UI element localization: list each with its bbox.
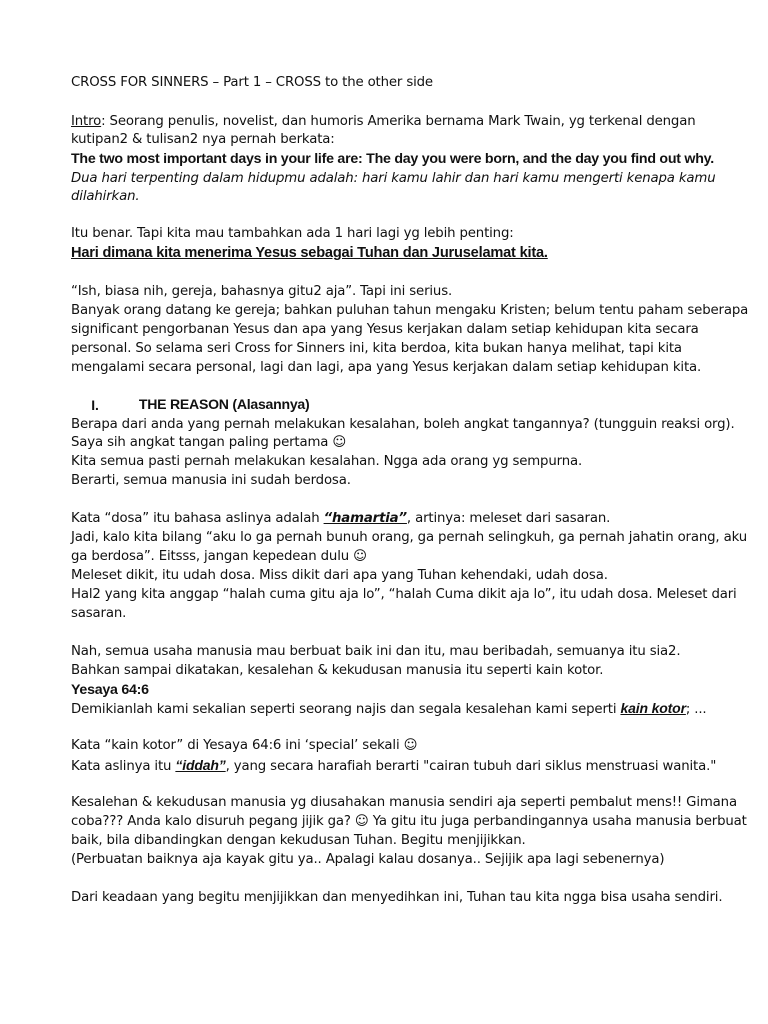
scripture-quote-end: ; ... [685,702,707,717]
paragraph-5-line-1 [71,510,610,528]
paragraph-3-line-2: Banyak orang datang ke gereja; bahkan puluhan tahun mengaku Kristen; belum tentu paham seberapa [71,303,749,318]
keyword-hamartia: “hamartia” [323,511,407,526]
paragraph-8-line-3: baik, bila dibandingkan dengan kekudusan Tuhan. Begitu menjijikkan. [71,833,526,848]
paragraph-4-line-3: Kita semua pasti pernah melakukan kesalahan. Ngga ada orang yg sempurna. [71,454,583,469]
section-numeral: I. [91,397,99,413]
paragraph-7-line-2-start: Kata aslinya itu [71,759,176,774]
paragraph-6-line-2: Bahkan sampai dikatakan, kesalehan & kekudusan manusia itu seperti kain kotor. [71,663,604,678]
paragraph-2-line-1: Itu benar. Tapi kita mau tambahkan ada 1 hari lagi yg lebih penting: [71,226,514,241]
intro-line-1-text: : Seorang penulis, novelist, dan humoris Amerika bernama Mark Twain, yg terkenal dengan [101,114,696,129]
scripture-reference: Yesaya 64:6 [71,682,149,698]
scripture-quote [71,699,707,719]
quote-indonesian-2: dilahirkan. [71,189,140,204]
paragraph-8-line-4: (Perbuatan baiknya aja kayak gitu ya.. Apalagi kalau dosanya.. Sejijik apa lagi sebenernya) [71,852,665,867]
document-title: CROSS FOR SINNERS – Part 1 – CROSS to the other side [71,75,433,90]
section-title: THE REASON (Alasannya) [138,397,310,413]
key-statement-heading: Hari dimana kita menerima Yesus sebagai Tuhan dan Juruselamat kita. [71,245,548,261]
paragraph-3-line-5: mengalami secara personal, lagi dan lagi, apa yang Yesus kerjakan dalam setiap kehidupan kita. [71,360,702,375]
paragraph-5-line-1-start: Kata “dosa” itu bahasa aslinya adalah [71,511,324,526]
paragraph-7-line-2-end: , yang secara harafiah berarti "cairan tubuh dari siklus menstruasi wanita." [225,759,717,774]
paragraph-4-line-2: Saya sih angkat tangan paling pertama ☺ [71,435,347,450]
paragraph-3-line-1: “Ish, biasa nih, gereja, bahasnya gitu2 aja”. Tapi ini serius. [71,284,453,299]
intro-line-1 [71,113,695,131]
paragraph-5-line-1-end: , artinya: meleset dari sasaran. [406,511,611,526]
paragraph-5-line-5: Hal2 yang kita anggap “halah cuma gitu aja lo”, “halah Cuma dikit aja lo”, itu udah dosa. Meleset dari [71,587,737,602]
paragraph-8-line-1: Kesalehan & kekudusan manusia yg diusahakan manusia sendiri aja seperti pembalut mens!! Gimana [71,795,737,810]
paragraph-5-line-6: sasaran. [71,606,127,621]
keyword-kain-kotor: kain kotor [620,700,686,716]
paragraph-3-line-3: significant pengorbanan Yesus dan apa yang Yesus kerjakan dalam setiap kehidupan kita secara [71,322,699,337]
paragraph-7-line-1: Kata “kain kotor” di Yesaya 64:6 ini ‘special’ sekali ☺ [71,738,418,753]
paragraph-7-line-2 [71,756,716,776]
paragraph-5-line-2: Jadi, kalo kita bilang “aku lo ga pernah bunuh orang, ga pernah selingkuh, ga pernah jahatin orang, aku [71,530,748,545]
quote-english: The two most important days in your life are: The day you were born, and the day you find out why. [71,151,714,167]
paragraph-4-line-1: Berapa dari anda yang pernah melakukan kesalahan, boleh angkat tangannya? (tungguin reaksi org). [71,417,735,432]
paragraph-5-line-3: ga berdosa”. Eitsss, jangan kepedean dulu ☺ [71,549,367,564]
quote-indonesian-1: Dua hari terpenting dalam hidupmu adalah: hari kamu lahir dan hari kamu mengerti kenapa kamu [71,171,716,186]
paragraph-8-line-2: coba??? Anda kalo disuruh pegang jijik ga? ☺ Ya gitu itu juga perbandingannya usaha manusia berbuat [71,814,747,829]
paragraph-6-line-1: Nah, semua usaha manusia mau berbuat baik ini dan itu, mau beribadah, semuanya itu sia2. [71,644,681,659]
paragraph-5-line-4: Meleset dikit, itu udah dosa. Miss dikit dari apa yang Tuhan kehendaki, udah dosa. [71,568,608,583]
keyword-iddah: “iddah” [175,757,226,773]
paragraph-9-line-1: Dari keadaan yang begitu menjijikkan dan menyedihkan ini, Tuhan tau kita ngga bisa usaha sendiri. [71,890,723,905]
intro-label: Intro [71,114,102,129]
scripture-quote-start: Demikianlah kami sekalian seperti seorang najis dan segala kesalehan kami seperti [71,702,621,717]
intro-line-2: kutipan2 & tulisan2 nya pernah berkata: [71,132,335,147]
paragraph-4-line-4: Berarti, semua manusia ini sudah berdosa. [71,473,351,488]
paragraph-3-line-4: personal. So selama seri Cross for Sinners ini, kita berdoa, kita bukan hanya melihat, tapi kita [71,341,682,356]
